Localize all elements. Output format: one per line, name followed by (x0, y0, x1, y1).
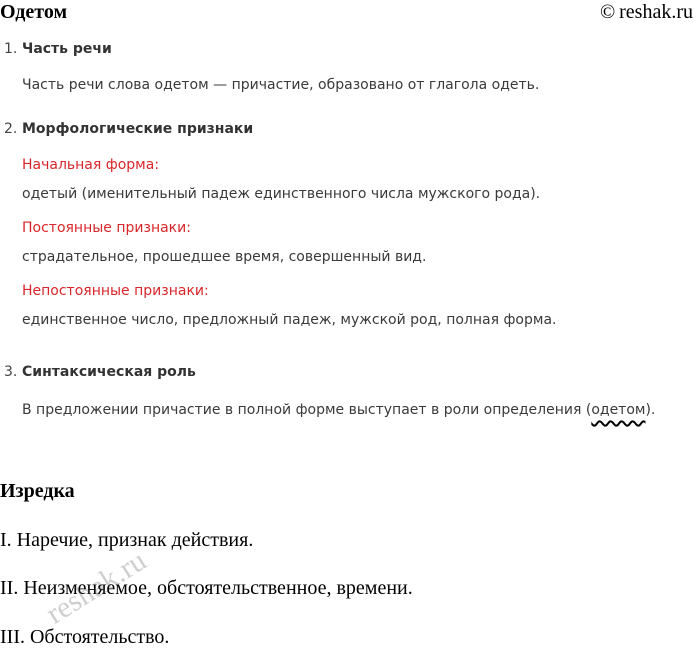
section-heading: Морфологические признаки (22, 121, 254, 137)
section-number: 2. (4, 121, 18, 137)
section-number: 3. (4, 364, 18, 380)
section-text (22, 399, 697, 421)
site-credit (600, 0, 693, 24)
site-name: reshak.ru (619, 1, 693, 23)
watermark-text: reshak.ru (40, 543, 152, 631)
section-part-of-speech (0, 38, 697, 96)
subsection-label: Начальная форма: (22, 157, 160, 173)
section-morphology (0, 118, 697, 331)
subsection-label: Постоянные признаки: (22, 220, 191, 236)
highlighted-word: одетом (591, 402, 646, 418)
section-heading: Часть речи (22, 41, 112, 57)
subsection-text: страдательное, прошедшее время, совершенный вид. (22, 249, 427, 265)
izredka-line: I. Наречие, признак действия. (0, 529, 254, 551)
syntax-text-after: ). (645, 402, 656, 418)
page-title: Одетом (0, 1, 68, 23)
section-syntax (0, 361, 697, 421)
syntax-text-before: В предложении причастие в полной форме выступает в роли определения ( (22, 402, 592, 418)
subsection-text: одетый (именительный падеж единственного числа мужского рода). (22, 186, 541, 202)
section-number: 1. (4, 41, 18, 57)
subsection-label: Непостоянные признаки: (22, 283, 209, 299)
izredka-heading: Изредка (0, 480, 75, 502)
izredka-line: III. Обстоятельство. (0, 626, 170, 648)
copyright-icon: © (599, 1, 616, 23)
analysis-panel (0, 38, 697, 421)
section-text: Часть речи слова одетом — причастие, образовано от глагола одеть. (22, 77, 540, 93)
izredka-line: II. Неизменяемое, обстоятельственное, времени. (0, 577, 413, 599)
subsection-text: единственное число, предложный падеж, мужской род, полная форма. (22, 312, 557, 328)
section-heading: Синтаксическая роль (22, 364, 196, 380)
